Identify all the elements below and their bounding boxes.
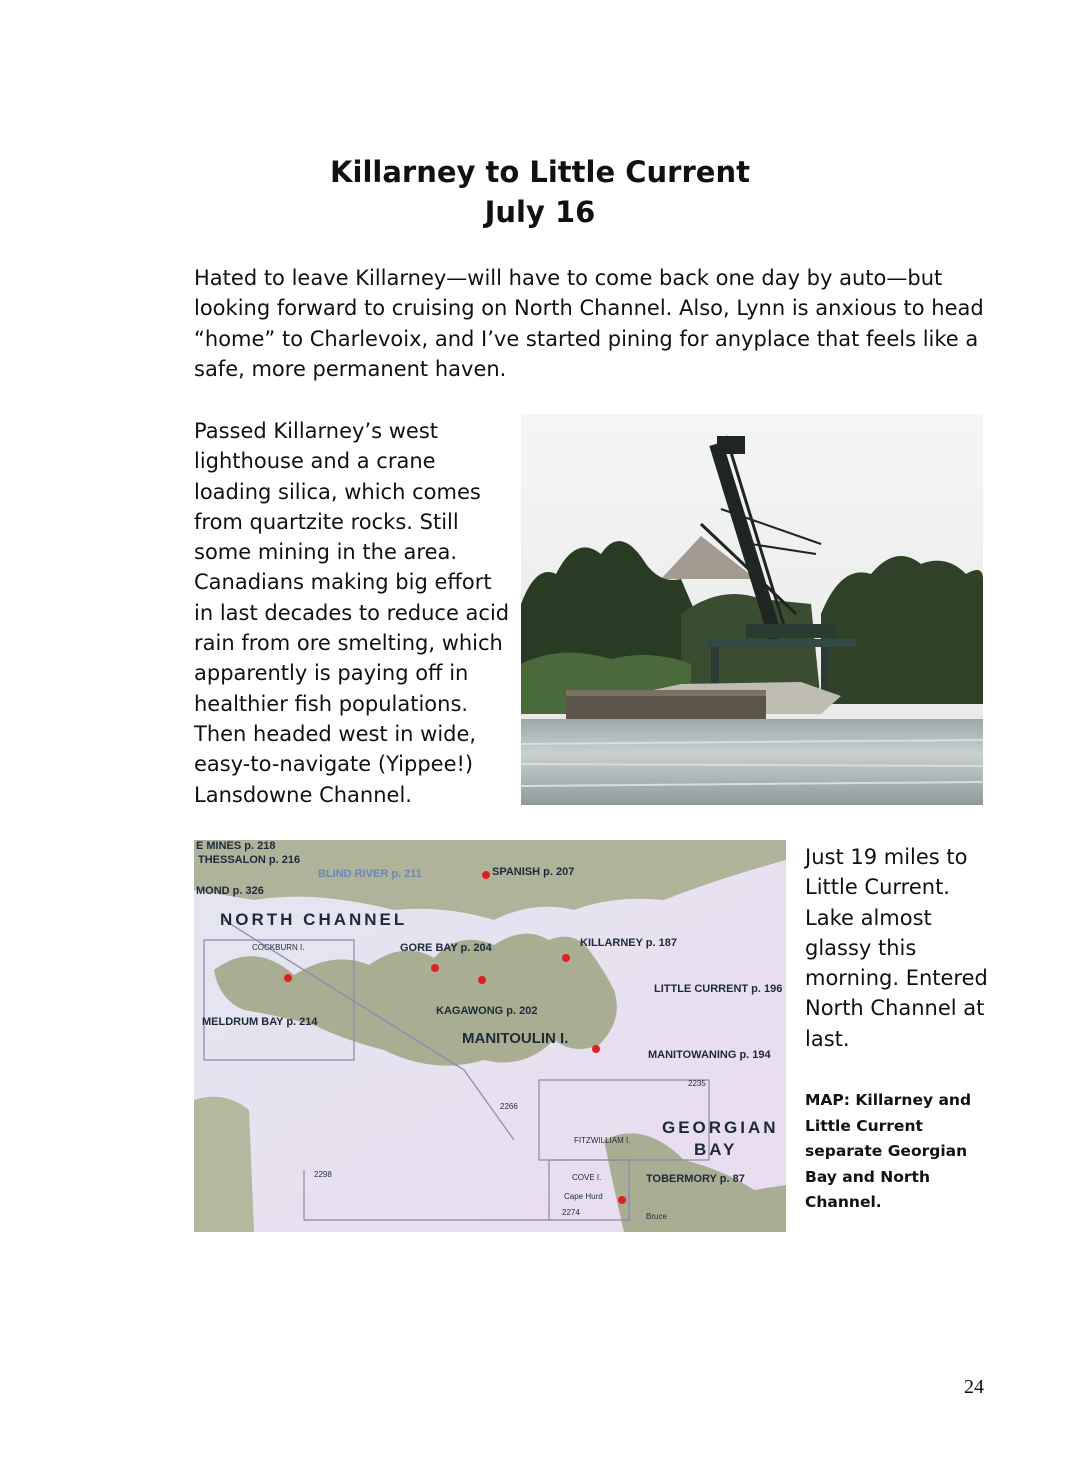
map-caption: MAP: Killarney and Little Current separate Georgian Bay and North Channel. <box>805 1091 972 1211</box>
map-label-bruce: Bruce <box>646 1212 667 1221</box>
page-title <box>0 152 1080 232</box>
map-label-blind-river: BLIND RIVER p. 211 <box>318 868 422 880</box>
map-label-fitzwilliam: FITZWILLIAM I. <box>574 1136 631 1145</box>
west-land <box>194 1097 254 1232</box>
north-channel-map <box>194 840 786 1232</box>
map-label-manitowaning: MANITOWANING p. 194 <box>648 1049 771 1061</box>
title-line-2: July 16 <box>484 195 596 229</box>
map-label-georgian: GEORGIAN <box>662 1118 779 1137</box>
map-label-chart-2298: 2298 <box>314 1170 332 1179</box>
map-label-kagawong: KAGAWONG p. 202 <box>436 1005 538 1017</box>
map-label-thessalon: THESSALON p. 216 <box>198 854 301 866</box>
map-label-mond: MOND p. 326 <box>196 885 264 897</box>
page-number: 24 <box>964 1376 984 1398</box>
map-label-chart-2266: 2266 <box>500 1102 518 1111</box>
map-label-killarney: KILLARNEY p. 187 <box>580 937 677 949</box>
map-label-bay: BAY <box>694 1140 738 1159</box>
map-label-cape-hurd: Cape Hurd <box>564 1192 603 1201</box>
map-label-manitoulin: MANITOULIN I. <box>462 1030 569 1047</box>
miles-paragraph: Just 19 miles to Little Current. Lake almost glassy this morning. Entered North Channel at last. <box>805 845 988 1051</box>
map-label-chart-2274: 2274 <box>562 1208 580 1217</box>
intro-paragraph: Hated to leave Killarney—will have to come back one day by auto—but looking forward to cruising on North Channel. Also, Lynn is anxious to head “home” to Charlevoix, and I’ve started pining for anyplace that feels like a safe, more permanent haven. <box>194 266 984 381</box>
map-label-meldrum-bay: MELDRUM BAY p. 214 <box>202 1016 318 1028</box>
crane-photo <box>521 414 983 805</box>
map-label-north-channel: NORTH CHANNEL <box>220 910 408 929</box>
map-label-tobermory: TOBERMORY p. 87 <box>646 1173 745 1185</box>
map-label-gore-bay: GORE BAY p. 204 <box>400 942 492 954</box>
map-label-little-current: LITTLE CURRENT p. 196 <box>654 983 783 995</box>
map-label-mines: E MINES p. 218 <box>196 840 276 852</box>
map-label-cockburn: COCKBURN I. <box>252 943 305 952</box>
map-label-chart-2235: 2235 <box>688 1079 706 1088</box>
map-label-cove: COVE I. <box>572 1173 602 1182</box>
map-label-spanish: SPANISH p. 207 <box>492 866 575 878</box>
title-line-1: Killarney to Little Current <box>330 155 750 189</box>
crane-paragraph: Passed Killarney’s west lighthouse and a crane loading silica, which comes from quartzite rocks. Still some mining in the area. Canadians making big effort in last decades to reduce acid rain from ore smelting, which apparently is paying off in healthier fish populations. Then headed west in wide, easy-to-navigate (Yippee!) Lansdowne Channel. <box>194 419 510 807</box>
